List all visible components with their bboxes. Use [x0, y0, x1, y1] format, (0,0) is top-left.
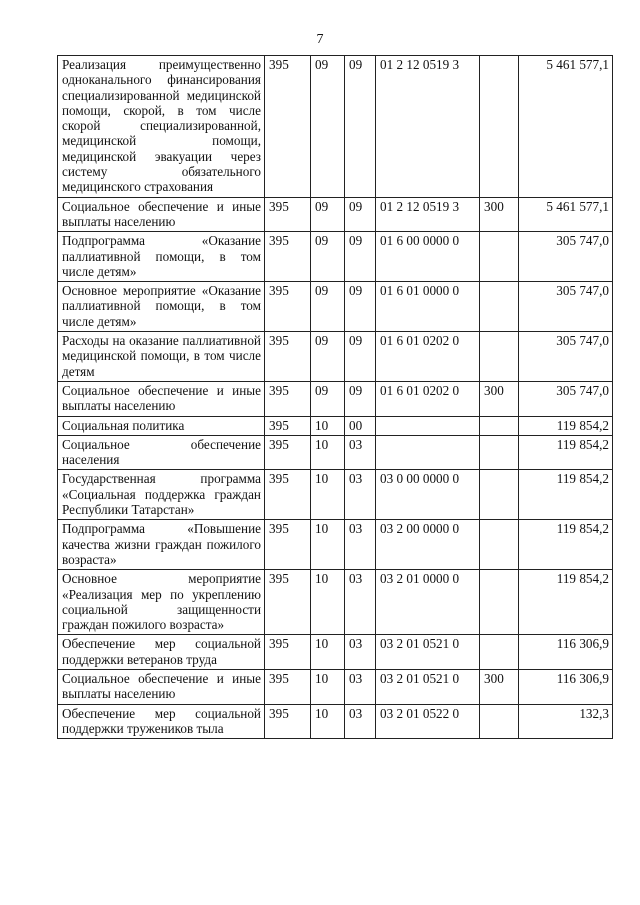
subsection-code-cell: 03: [345, 570, 376, 635]
amount-cell: 119 854,2: [519, 570, 613, 635]
section-code-cell: 10: [311, 435, 345, 470]
subsection-code-cell: 03: [345, 435, 376, 470]
subsection-code-cell: 09: [345, 332, 376, 382]
expense-type-cell: [480, 570, 519, 635]
ministry-code-cell: 395: [265, 416, 311, 435]
table-row: [58, 470, 613, 520]
expense-type-cell: [480, 232, 519, 282]
table-row: [58, 197, 613, 232]
ministry-code-cell: 395: [265, 704, 311, 739]
item-name-cell: Социальное обеспечение и иные выплаты населению: [58, 669, 265, 704]
item-name-cell: Основное мероприятие «Реализация мер по укреплению социальной защищенности граждан пожилого возраста»: [58, 570, 265, 635]
item-name-cell: Обеспечение мер социальной поддержки ветеранов труда: [58, 635, 265, 670]
section-code-cell: 10: [311, 416, 345, 435]
section-code-cell: 09: [311, 332, 345, 382]
table-row: [58, 435, 613, 470]
item-name-cell: Государственная программа «Социальная поддержка граждан Республики Татарстан»: [58, 470, 265, 520]
item-name-cell: Подпрограмма «Повышение качества жизни граждан пожилого возраста»: [58, 520, 265, 570]
target-article-cell: 01 6 01 0202 0: [376, 381, 480, 416]
table-row: [58, 332, 613, 382]
section-code-cell: 09: [311, 197, 345, 232]
expense-type-cell: [480, 635, 519, 670]
subsection-code-cell: 03: [345, 470, 376, 520]
page-number: 7: [316, 32, 324, 47]
subsection-code-cell: 03: [345, 635, 376, 670]
expense-type-cell: [480, 435, 519, 470]
section-code-cell: 10: [311, 669, 345, 704]
expense-type-cell: [480, 520, 519, 570]
subsection-code-cell: 03: [345, 520, 376, 570]
section-code-cell: 09: [311, 282, 345, 332]
target-article-cell: 01 2 12 0519 3: [376, 56, 480, 198]
section-code-cell: 09: [311, 381, 345, 416]
item-name-cell: Социальное обеспечение и иные выплаты населению: [58, 381, 265, 416]
target-article-cell: [376, 435, 480, 470]
table-row: [58, 416, 613, 435]
amount-cell: 119 854,2: [519, 520, 613, 570]
amount-cell: 305 747,0: [519, 381, 613, 416]
ministry-code-cell: 395: [265, 635, 311, 670]
ministry-code-cell: 395: [265, 332, 311, 382]
subsection-code-cell: 09: [345, 56, 376, 198]
budget-table-body: [58, 56, 613, 739]
target-article-cell: [376, 416, 480, 435]
subsection-code-cell: 03: [345, 704, 376, 739]
target-article-cell: 03 2 01 0521 0: [376, 669, 480, 704]
section-code-cell: 10: [311, 704, 345, 739]
amount-cell: 119 854,2: [519, 470, 613, 520]
item-name-cell: Социальное обеспечение населения: [58, 435, 265, 470]
item-name-cell: Подпрограмма «Оказание паллиативной помощи, в том числе детям»: [58, 232, 265, 282]
ministry-code-cell: 395: [265, 669, 311, 704]
section-code-cell: 10: [311, 520, 345, 570]
subsection-code-cell: 09: [345, 381, 376, 416]
table-row: [58, 381, 613, 416]
amount-cell: 5 461 577,1: [519, 197, 613, 232]
table-row: [58, 570, 613, 635]
ministry-code-cell: 395: [265, 56, 311, 198]
amount-cell: 116 306,9: [519, 669, 613, 704]
section-code-cell: 09: [311, 56, 345, 198]
item-name-cell: Обеспечение мер социальной поддержки тружеников тыла: [58, 704, 265, 739]
target-article-cell: 03 2 00 0000 0: [376, 520, 480, 570]
table-row: [58, 635, 613, 670]
amount-cell: 132,3: [519, 704, 613, 739]
target-article-cell: 01 6 00 0000 0: [376, 232, 480, 282]
amount-cell: 5 461 577,1: [519, 56, 613, 198]
table-row: [58, 669, 613, 704]
item-name-cell: Реализация преимущественно одноканального финансирования специализированной медицинской помощи, скорой, в том числе скорой специализированной, медицинской помощи, медицинской эвакуации через систему обязательного медицинского страхования: [58, 56, 265, 198]
ministry-code-cell: 395: [265, 470, 311, 520]
subsection-code-cell: 09: [345, 282, 376, 332]
table-row: [58, 232, 613, 282]
amount-cell: 305 747,0: [519, 332, 613, 382]
expense-type-cell: [480, 56, 519, 198]
expense-type-cell: [480, 704, 519, 739]
expense-type-cell: [480, 332, 519, 382]
target-article-cell: 01 6 01 0202 0: [376, 332, 480, 382]
target-article-cell: 01 6 01 0000 0: [376, 282, 480, 332]
section-code-cell: 10: [311, 635, 345, 670]
item-name-cell: Расходы на оказание паллиативной медицинской помощи, в том числе детям: [58, 332, 265, 382]
table-row: [58, 520, 613, 570]
target-article-cell: 03 2 01 0521 0: [376, 635, 480, 670]
section-code-cell: 10: [311, 570, 345, 635]
ministry-code-cell: 395: [265, 197, 311, 232]
section-code-cell: 09: [311, 232, 345, 282]
expense-type-cell: 300: [480, 197, 519, 232]
amount-cell: 119 854,2: [519, 435, 613, 470]
expense-type-cell: [480, 282, 519, 332]
ministry-code-cell: 395: [265, 282, 311, 332]
subsection-code-cell: 03: [345, 669, 376, 704]
target-article-cell: 01 2 12 0519 3: [376, 197, 480, 232]
table-row: [58, 56, 613, 198]
item-name-cell: Социальная политика: [58, 416, 265, 435]
ministry-code-cell: 395: [265, 570, 311, 635]
expense-type-cell: 300: [480, 381, 519, 416]
section-code-cell: 10: [311, 470, 345, 520]
table-row: [58, 704, 613, 739]
expense-type-cell: [480, 416, 519, 435]
amount-cell: 116 306,9: [519, 635, 613, 670]
expense-type-cell: 300: [480, 669, 519, 704]
amount-cell: 119 854,2: [519, 416, 613, 435]
target-article-cell: 03 0 00 0000 0: [376, 470, 480, 520]
ministry-code-cell: 395: [265, 520, 311, 570]
amount-cell: 305 747,0: [519, 282, 613, 332]
subsection-code-cell: 09: [345, 197, 376, 232]
ministry-code-cell: 395: [265, 381, 311, 416]
ministry-code-cell: 395: [265, 435, 311, 470]
target-article-cell: 03 2 01 0522 0: [376, 704, 480, 739]
table-row: [58, 282, 613, 332]
ministry-code-cell: 395: [265, 232, 311, 282]
item-name-cell: Социальное обеспечение и иные выплаты населению: [58, 197, 265, 232]
subsection-code-cell: 09: [345, 232, 376, 282]
target-article-cell: 03 2 01 0000 0: [376, 570, 480, 635]
amount-cell: 305 747,0: [519, 232, 613, 282]
expense-type-cell: [480, 470, 519, 520]
budget-table: [57, 55, 613, 739]
item-name-cell: Основное мероприятие «Оказание паллиативной помощи, в том числе детям»: [58, 282, 265, 332]
subsection-code-cell: 00: [345, 416, 376, 435]
